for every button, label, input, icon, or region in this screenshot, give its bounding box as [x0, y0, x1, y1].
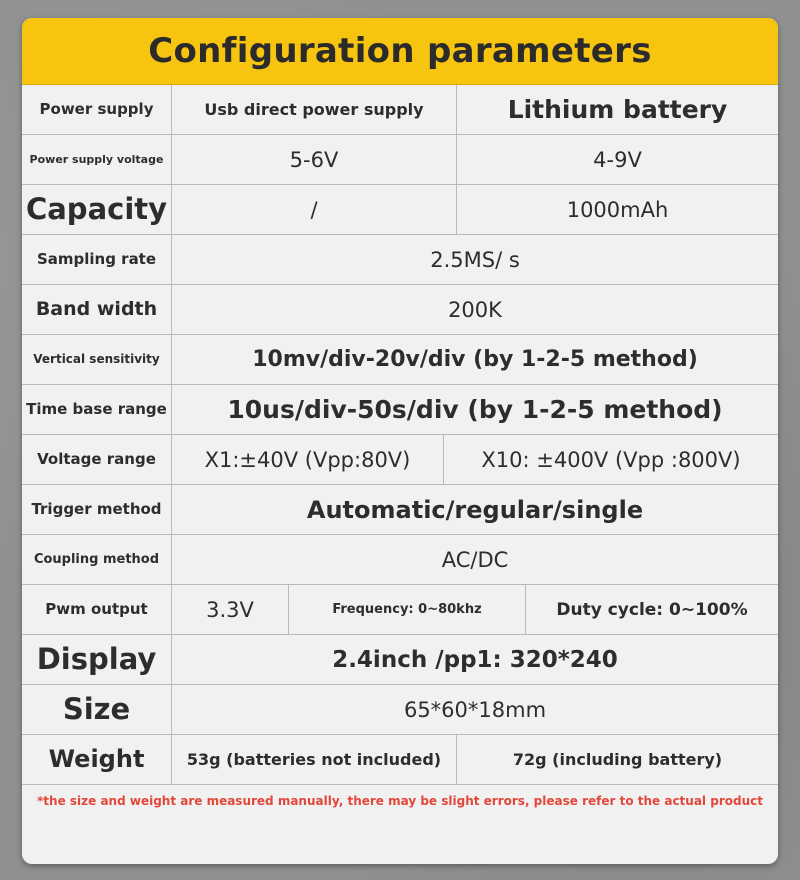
cell-value: 2.4inch /pp1: 320*240	[332, 646, 618, 673]
row-label: Time base range	[22, 385, 172, 434]
cell-value: 65*60*18mm	[403, 697, 547, 722]
cell-lithium: 1000mAh	[566, 197, 669, 222]
table-row	[22, 585, 778, 635]
table-row	[22, 735, 778, 785]
row-label: Sampling rate	[22, 235, 172, 284]
row-label: Display	[22, 635, 172, 684]
row-label: Band width	[22, 285, 172, 334]
table-row	[22, 535, 778, 585]
cell-value: 200K	[448, 297, 502, 322]
footnote: *the size and weight are measured manually, there may be slight errors, please refer to the actual product	[37, 794, 763, 808]
spec-card	[22, 18, 778, 864]
cell-value: Automatic/regular/single	[306, 495, 644, 524]
table-row	[22, 435, 778, 485]
row-label: Weight	[22, 735, 172, 784]
table-row	[22, 485, 778, 535]
table-row	[22, 685, 778, 735]
table-row	[22, 635, 778, 685]
cell-usb: 53g (batteries not included)	[172, 735, 457, 784]
row-label: Power supply	[22, 85, 172, 134]
table-row	[22, 385, 778, 435]
cell-lithium: 4-9V	[593, 147, 642, 172]
table-row	[22, 235, 778, 285]
row-label: Pwm output	[22, 585, 172, 634]
row-label: Vertical sensitivity	[22, 335, 172, 384]
table-row	[22, 335, 778, 385]
cell-x1: X1:±40V (Vpp:80V)	[172, 435, 444, 484]
cell-value: 10mv/div-20v/div (by 1-2-5 method)	[252, 347, 698, 372]
cell-lithium: Lithium battery	[507, 95, 728, 124]
cell-pwm-duty: Duty cycle: 0~100%	[556, 599, 748, 620]
row-label: Power supply voltage	[22, 135, 172, 184]
cell-pwm-voltage: 3.3V	[172, 585, 289, 634]
cell-usb: 5-6V	[172, 135, 457, 184]
row-label: Voltage range	[22, 435, 172, 484]
cell-pwm-frequency: Frequency: 0~80khz	[289, 585, 526, 634]
cell-x10: X10: ±400V (Vpp :800V)	[481, 447, 741, 472]
table-row	[22, 185, 778, 235]
cell-usb: Usb direct power supply	[172, 85, 457, 134]
cell-lithium: 72g (including battery)	[512, 750, 723, 769]
row-label: Size	[22, 685, 172, 734]
row-label: Trigger method	[22, 485, 172, 534]
table-row	[22, 285, 778, 335]
cell-value: AC/DC	[441, 547, 509, 572]
header-banner	[22, 18, 778, 85]
row-label: Capacity	[22, 185, 172, 234]
page-title: Configuration parameters	[148, 31, 652, 71]
table-row	[22, 135, 778, 185]
cell-value: 10us/div-50s/div (by 1-2-5 method)	[227, 395, 723, 424]
cell-usb: /	[172, 185, 457, 234]
table-row	[22, 85, 778, 135]
row-label: Coupling method	[22, 535, 172, 584]
spec-table	[22, 85, 778, 785]
cell-value: 2.5MS/ s	[430, 247, 520, 272]
